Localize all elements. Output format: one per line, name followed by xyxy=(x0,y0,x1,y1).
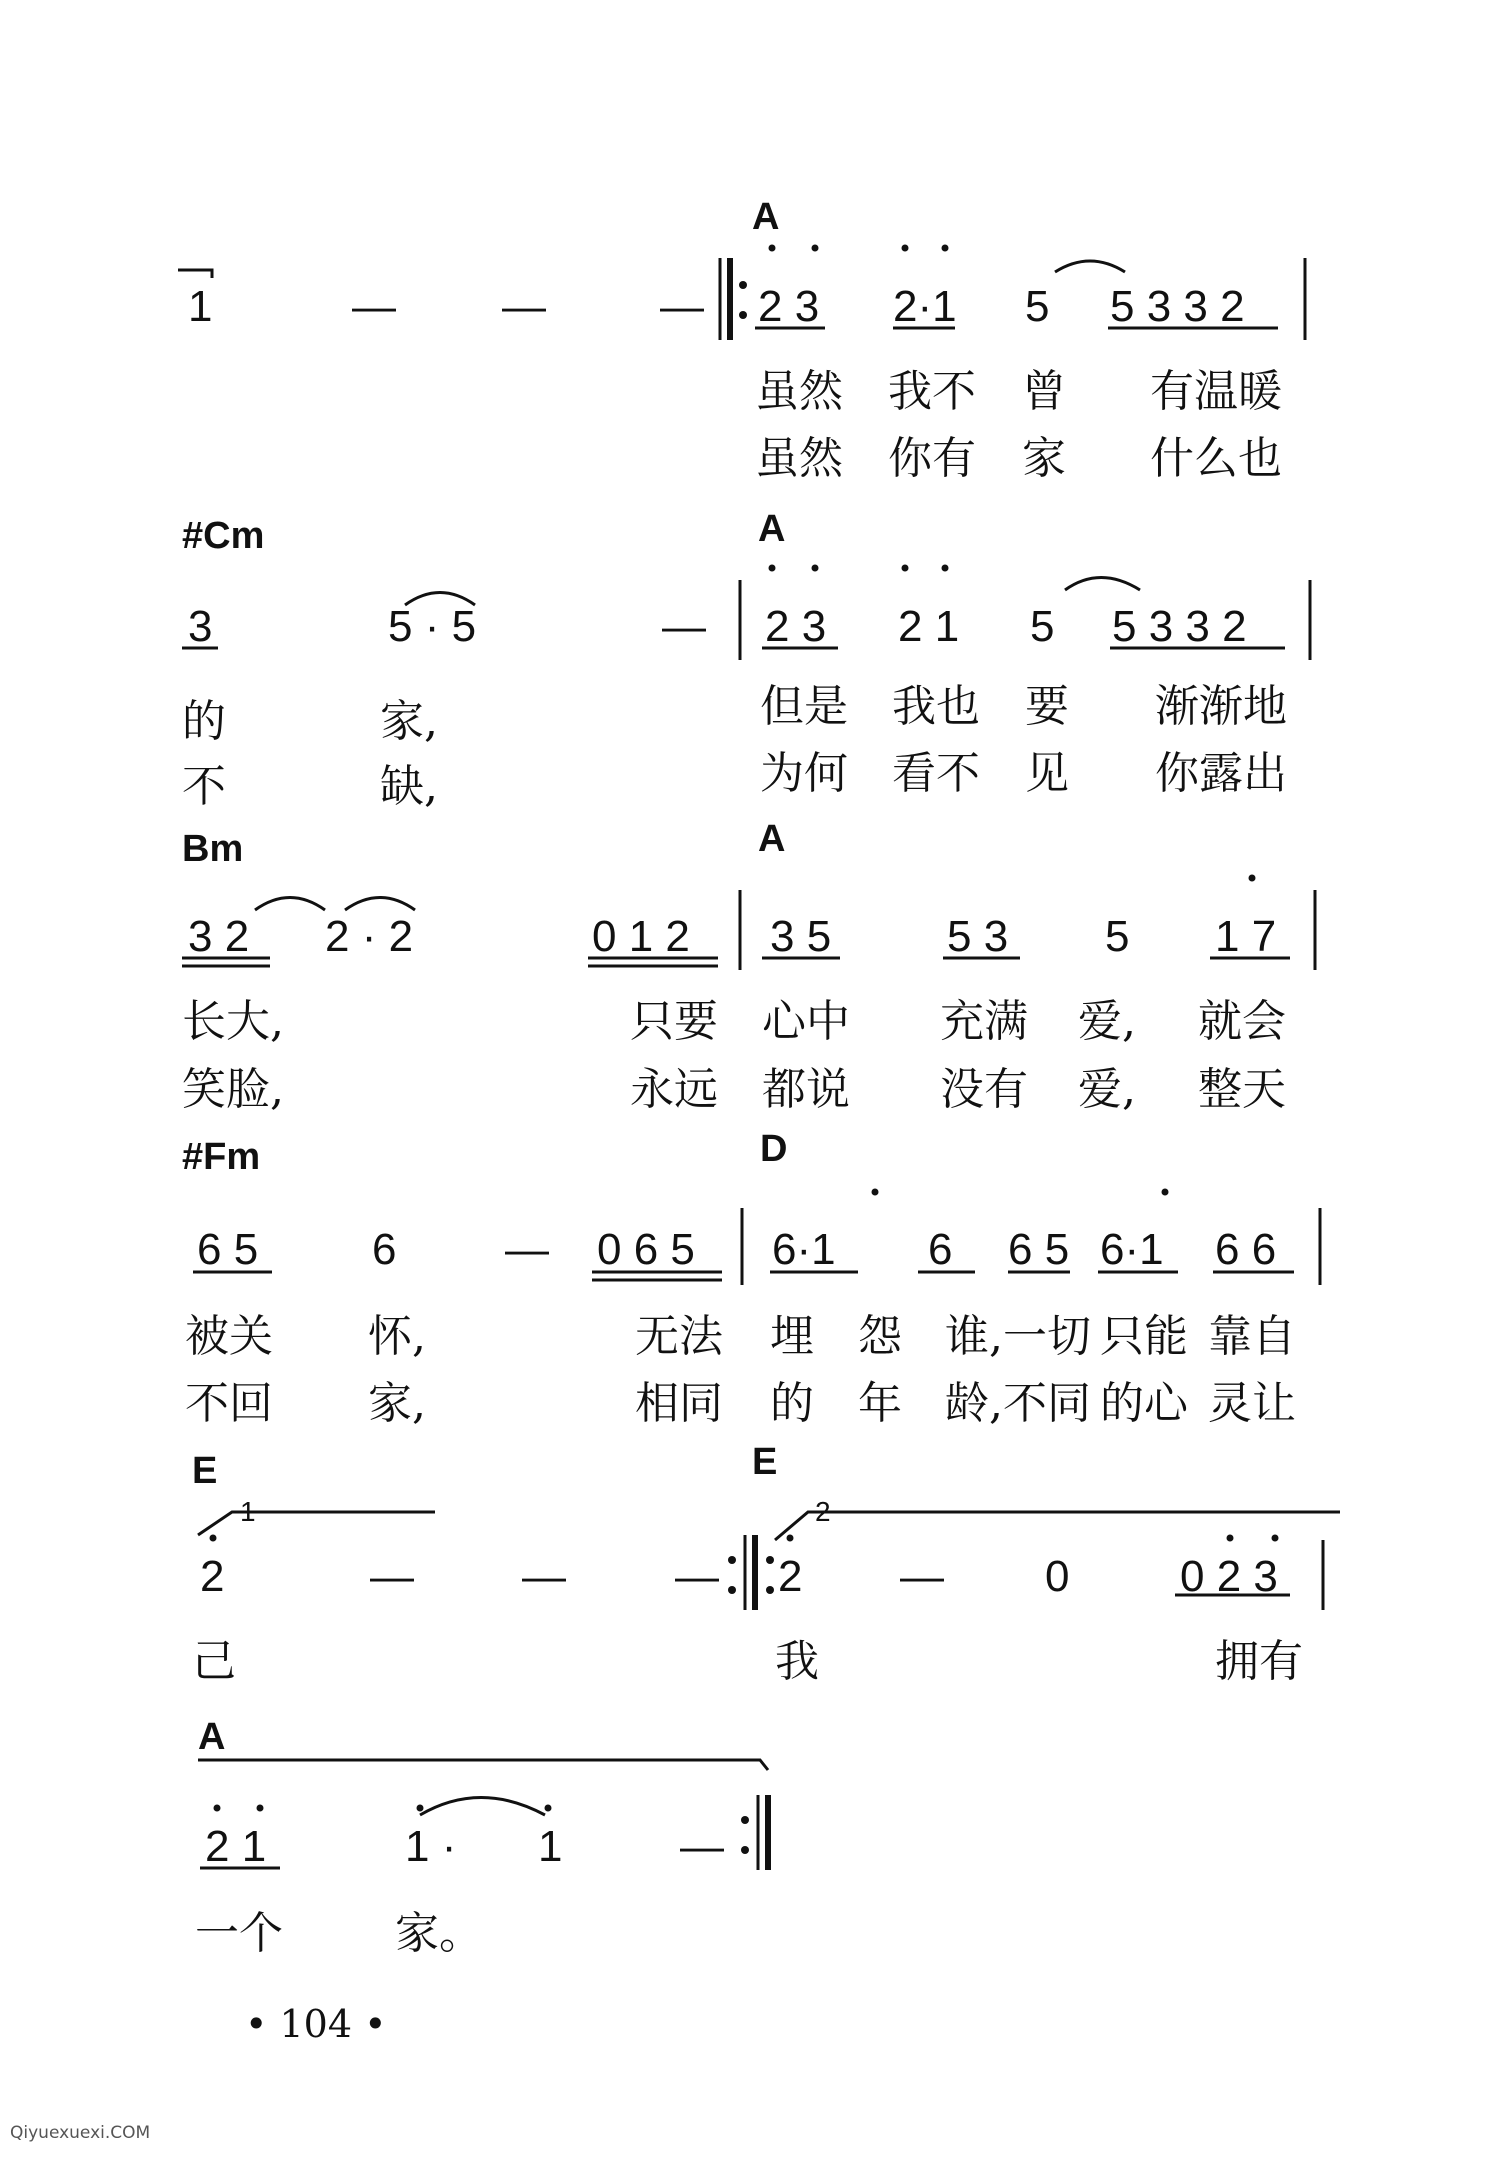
slur xyxy=(1065,578,1140,591)
note: 2 xyxy=(778,1552,803,1601)
note: 0 2 3 xyxy=(1180,1552,1278,1601)
chord-label: A xyxy=(198,1716,226,1758)
lyric: 的心 xyxy=(1100,1378,1188,1429)
chord-label: #Cm xyxy=(182,515,265,557)
lyric: 整天 xyxy=(1198,1064,1286,1115)
lyric: 被关 xyxy=(185,1311,273,1362)
lyric: 笑脸, xyxy=(182,1064,284,1115)
lyric: 的 xyxy=(770,1378,814,1429)
note: — xyxy=(502,282,546,331)
slur xyxy=(420,1798,545,1816)
volta-number: 1 xyxy=(240,1496,256,1527)
note: 5 · 5 xyxy=(388,602,477,651)
note: 1 · xyxy=(405,1822,457,1871)
volta-1 xyxy=(198,1512,435,1535)
lyric: 虽然 xyxy=(755,433,843,484)
note: 5 3 3 2 xyxy=(1112,602,1247,651)
lyric: 为何 xyxy=(760,748,848,799)
lyric: 无法 xyxy=(635,1311,723,1362)
note: — xyxy=(370,1552,414,1601)
lyric: 家, xyxy=(368,1378,426,1429)
chord-label: A xyxy=(758,508,786,550)
lyric: 我不 xyxy=(888,366,976,417)
lyric: 不回 xyxy=(185,1378,273,1429)
lyric: 缺, xyxy=(380,761,438,812)
lyric: 要 xyxy=(1025,681,1069,732)
lyric: 灵让 xyxy=(1208,1378,1296,1429)
tie-line xyxy=(198,1760,768,1770)
note: 2 · 2 xyxy=(325,912,414,961)
lyric: 一个 xyxy=(195,1908,283,1959)
note: — xyxy=(662,602,706,651)
chord-label: D xyxy=(760,1128,788,1170)
note: 5 xyxy=(1105,912,1130,961)
lyric: 怨 xyxy=(858,1311,902,1362)
lyric: 靠自 xyxy=(1208,1311,1296,1362)
lyric: 我 xyxy=(775,1636,819,1687)
volta-2 xyxy=(775,1512,1340,1540)
lyric: 永远 xyxy=(630,1064,718,1115)
note: 5 xyxy=(1025,282,1050,331)
lyric: 拥有 xyxy=(1215,1636,1303,1687)
note: 0 xyxy=(1045,1552,1070,1601)
lyric: 年 xyxy=(858,1378,902,1429)
lyric: 充满 xyxy=(940,996,1028,1047)
note: — xyxy=(900,1552,944,1601)
chord-label: A xyxy=(758,818,786,860)
lyric: 你有 xyxy=(888,433,976,484)
note: 5 xyxy=(1030,602,1055,651)
note: — xyxy=(522,1552,566,1601)
lyric: 相同 xyxy=(635,1378,723,1429)
lyric: 长大, xyxy=(182,996,284,1047)
lyric: 都说 xyxy=(762,1064,850,1115)
lyric: 心中 xyxy=(762,996,850,1047)
note: — xyxy=(505,1225,549,1274)
note: 3 2 xyxy=(188,912,250,961)
volta-number: 2 xyxy=(815,1496,831,1527)
note: 6 xyxy=(372,1225,397,1274)
note: 2 1 xyxy=(898,602,960,651)
note: 0 1 2 xyxy=(592,912,690,961)
note: 6·1 xyxy=(772,1225,836,1274)
lyric: 的 xyxy=(182,696,226,747)
slur xyxy=(1055,261,1125,272)
lyric: 就会 xyxy=(1198,996,1286,1047)
note: 6 xyxy=(928,1225,953,1274)
note: — xyxy=(680,1822,724,1871)
lyric: 只能 xyxy=(1100,1311,1188,1362)
note: 2·1 xyxy=(893,282,957,331)
lyric: 你露出 xyxy=(1155,748,1287,799)
note: — xyxy=(352,282,396,331)
note: 2 1 xyxy=(205,1822,267,1871)
lyric: 家, xyxy=(380,696,438,747)
note: 1 7 xyxy=(1215,912,1277,961)
lyric: 爱, xyxy=(1078,996,1136,1047)
note: — xyxy=(675,1552,719,1601)
note: 1 xyxy=(538,1822,563,1871)
chord-label: A xyxy=(752,196,780,238)
lyric: 龄,不同 xyxy=(945,1378,1091,1429)
lyric: 家 xyxy=(1022,433,1066,484)
lyric: 渐渐地 xyxy=(1155,681,1287,732)
note: 2 xyxy=(200,1552,225,1601)
lyric: 什么也 xyxy=(1150,433,1282,484)
note: 6 5 xyxy=(1008,1225,1070,1274)
lyric: 虽然 xyxy=(755,366,843,417)
chord-label: E xyxy=(192,1450,218,1492)
tie-start xyxy=(178,270,212,278)
chord-label: #Fm xyxy=(182,1136,261,1178)
note: 6 5 xyxy=(197,1225,259,1274)
lyric: 家。 xyxy=(395,1908,483,1959)
lyric: 我也 xyxy=(892,681,980,732)
note: 2 3 xyxy=(765,602,827,651)
note: 2 3 xyxy=(758,282,820,331)
lyric: 己 xyxy=(192,1636,236,1687)
note: — xyxy=(660,282,704,331)
lyric: 不 xyxy=(182,761,226,812)
note: 1 xyxy=(188,282,213,331)
page-number: • 104 • xyxy=(245,2002,387,2046)
note: 0 6 5 xyxy=(597,1225,695,1274)
lyric: 谁,一切 xyxy=(945,1311,1091,1362)
note: 3 5 xyxy=(770,912,832,961)
note: 3 xyxy=(188,602,213,651)
lyric: 爱, xyxy=(1078,1064,1136,1115)
lyric: 没有 xyxy=(940,1064,1028,1115)
lyric: 有温暖 xyxy=(1150,366,1282,417)
lyric: 只要 xyxy=(630,996,718,1047)
lyric: 怀, xyxy=(368,1311,426,1362)
note: 6 6 xyxy=(1215,1225,1277,1274)
note: 6·1 xyxy=(1100,1225,1164,1274)
chord-label: Bm xyxy=(182,828,244,870)
chord-label: E xyxy=(752,1441,778,1483)
lyric: 但是 xyxy=(760,681,848,732)
lyric: 曾 xyxy=(1022,366,1066,417)
watermark: Qiyuexuexi.COM xyxy=(10,2123,151,2143)
lyric: 见 xyxy=(1025,748,1069,799)
lyric: 看不 xyxy=(892,748,980,799)
note: 5 3 3 2 xyxy=(1110,282,1245,331)
note: 5 3 xyxy=(947,912,1009,961)
lyric: 埋 xyxy=(770,1311,814,1362)
